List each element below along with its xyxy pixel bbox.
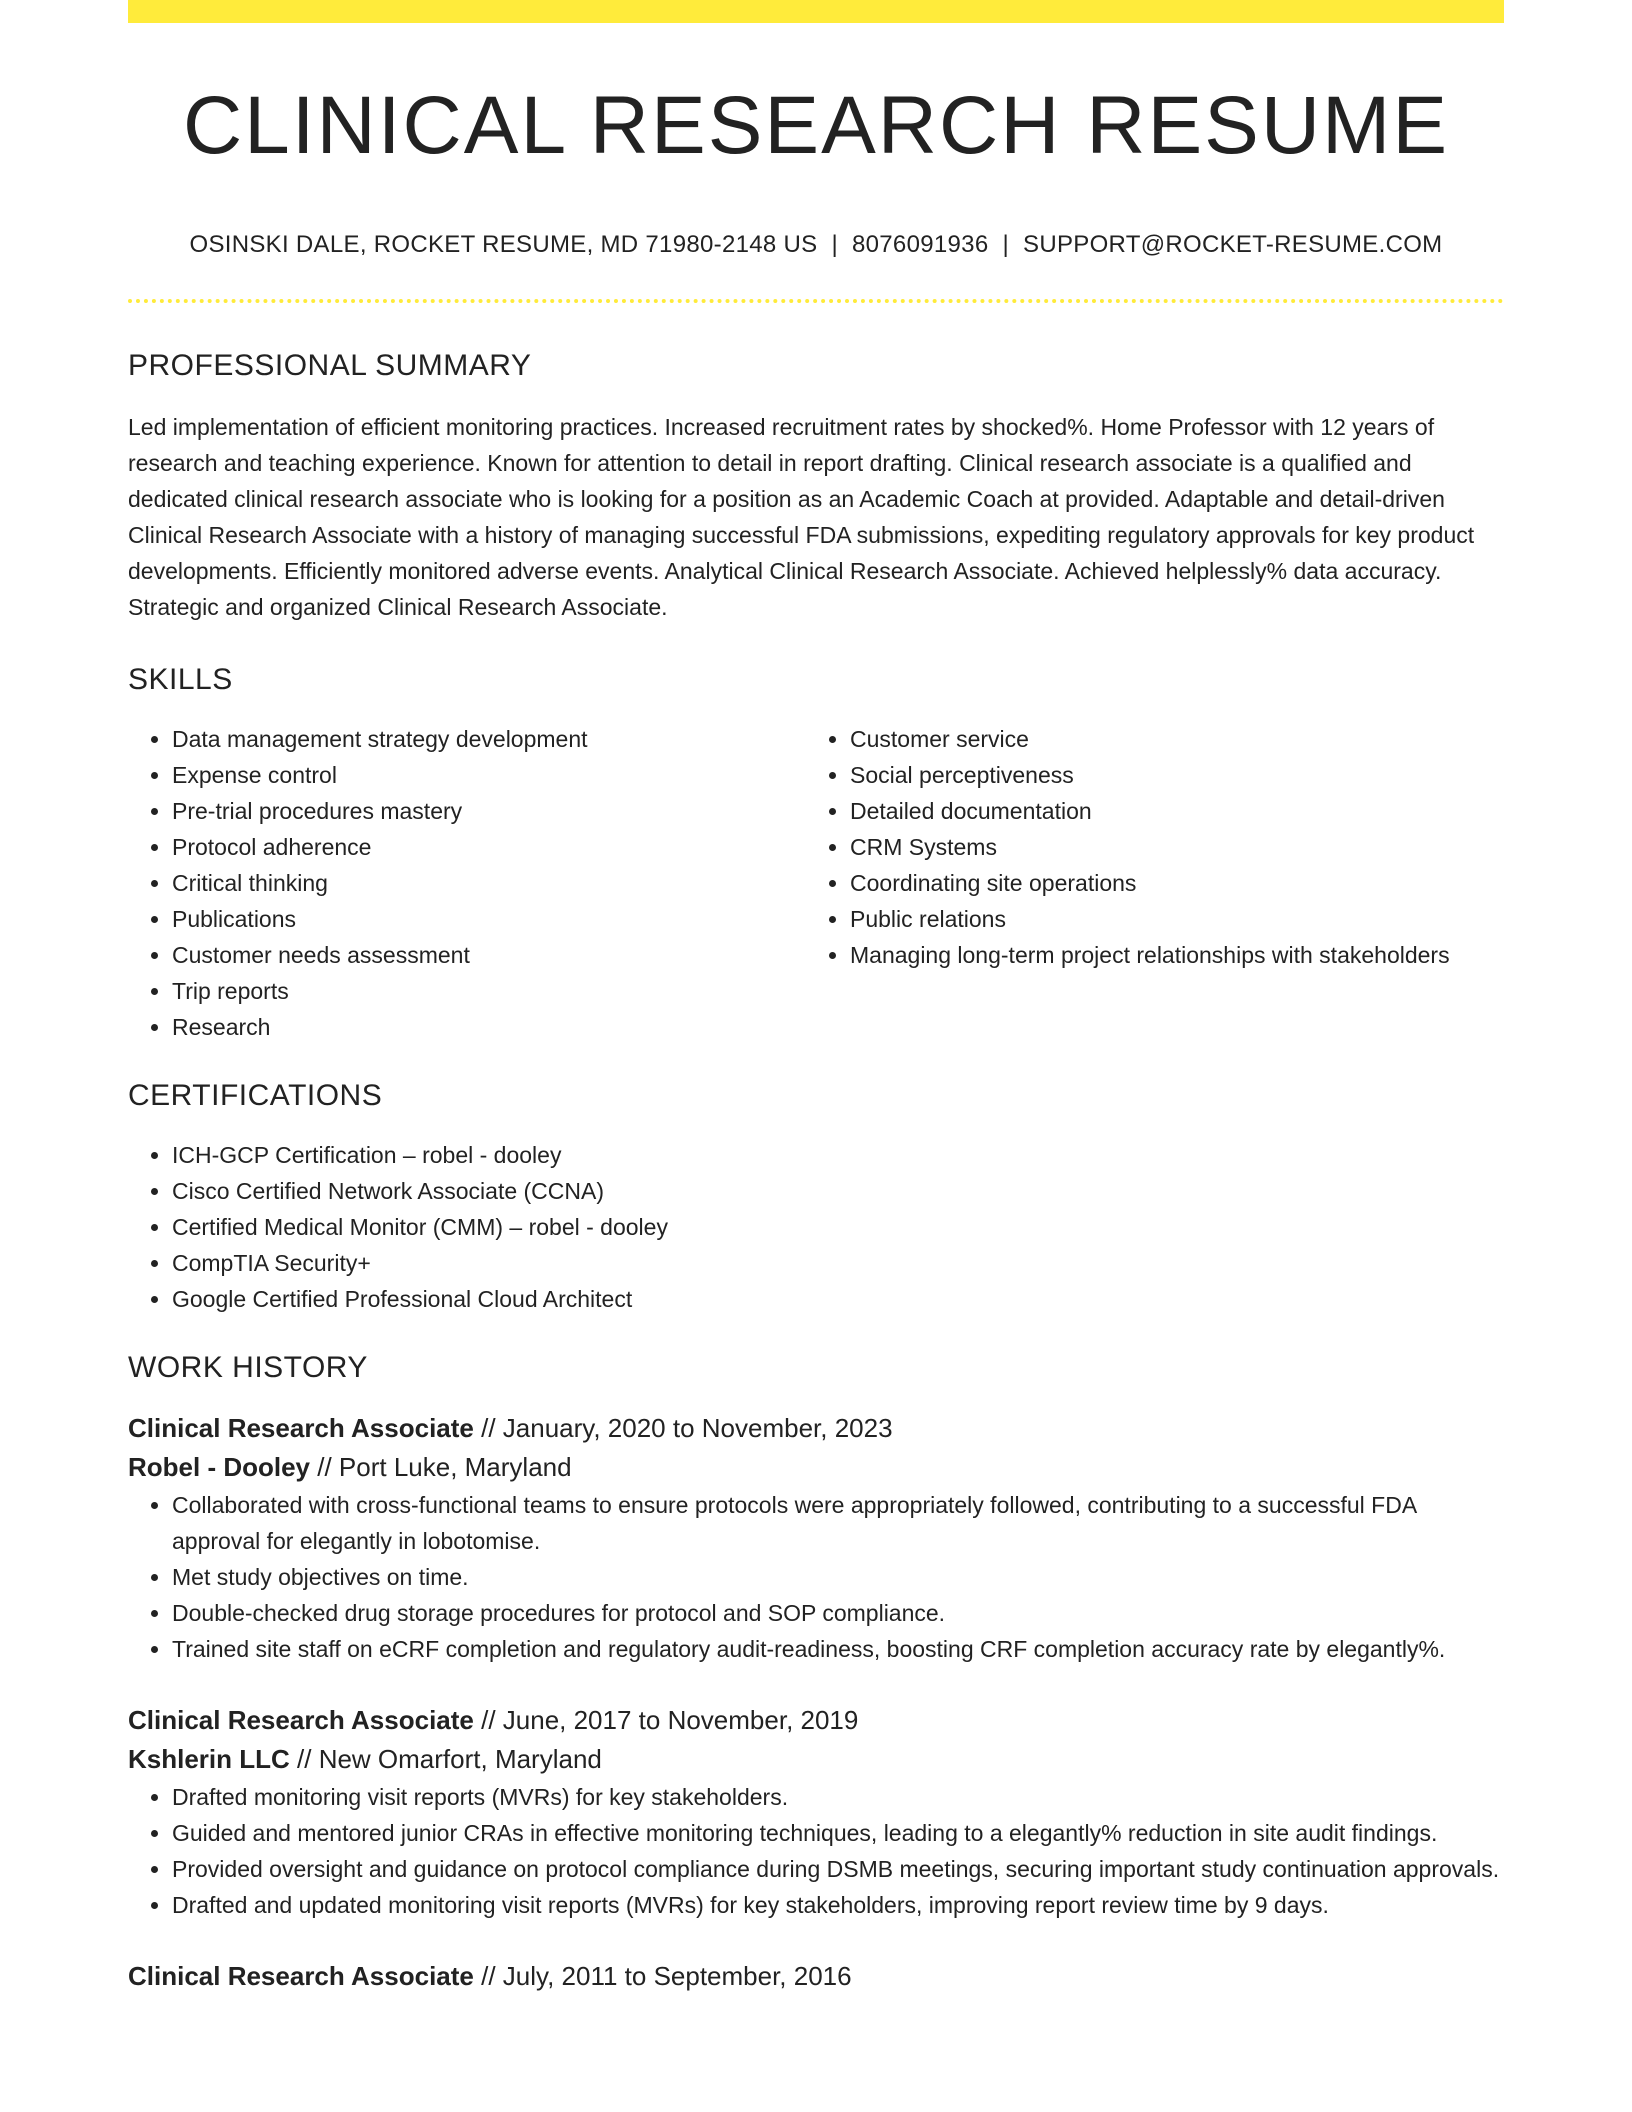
skill-item: • Protocol adherence (172, 829, 806, 865)
job-bullets (128, 1487, 1504, 1667)
skills-grid (128, 721, 1504, 1045)
job-entry (128, 1957, 1504, 1996)
job-title: Clinical Research Associate (128, 1705, 474, 1736)
certifications-heading: CERTIFICATIONS (128, 1079, 383, 1113)
contact-line (128, 231, 1504, 259)
certification-item: • Cisco Certified Network Associate (CCNA) (172, 1173, 1504, 1209)
job-bullets (128, 1779, 1504, 1923)
job-company: Kshlerin LLC (128, 1744, 290, 1775)
skills-list-right (806, 721, 1484, 973)
skill-item: • Research (172, 1009, 806, 1045)
skills-column-right (806, 721, 1484, 1045)
contact-email[interactable]: SUPPORT@ROCKET-RESUME.COM (1023, 231, 1443, 259)
skill-item: • Customer service (850, 721, 1484, 757)
skill-item: • Public relations (850, 901, 1484, 937)
certification-item: • Certified Medical Monitor (CMM) – robel - dooley (172, 1209, 1504, 1245)
skills-list-left (128, 721, 806, 1045)
skill-item: • Expense control (172, 757, 806, 793)
contact-separator: | (831, 231, 838, 259)
job-company-line (128, 1448, 1504, 1487)
certifications-list (128, 1137, 1504, 1317)
resume-page (128, 0, 1504, 1996)
skills-column-left (128, 721, 806, 1045)
work-history-list (128, 1409, 1504, 1996)
skill-item: • Coordinating site operations (850, 865, 1484, 901)
certification-item: • ICH-GCP Certification – robel - dooley (172, 1137, 1504, 1173)
summary-text: Led implementation of efficient monitoring practices. Increased recruitment rates by shocked%. Home Professor with 12 years of research and teaching experience. Known for attention to detail in report drafting. Clinical research associate is a qualified and dedicated clinical research associate who is looking for a position as an Academic Coach at provided. Adaptable and detail-driven Clinical Research Associate with a history of managing successful FDA submissions, expediting regulatory approvals for key product developments. Efficiently monitored adverse events. Analytical Clinical Research Associate. Achieved helplessly% data accuracy. Strategic and organized Clinical Research Associate. (128, 414, 1475, 621)
job-title: Clinical Research Associate (128, 1413, 474, 1444)
contact-address: OSINSKI DALE, ROCKET RESUME, MD 71980-2148 US (189, 231, 818, 259)
job-bullet: • Collaborated with cross-functional teams to ensure protocols were appropriately followed, contributing to a successful FDA approval for elegantly in lobotomise. (172, 1487, 1504, 1559)
header-divider (128, 299, 1504, 303)
job-title-line (128, 1409, 1504, 1448)
job-bullet: • Drafted and updated monitoring visit reports (MVRs) for key stakeholders, improving report review time by 9 days. (172, 1887, 1504, 1923)
job-bullet: • Met study objectives on time. (172, 1559, 1504, 1595)
work-history-heading: WORK HISTORY (128, 1351, 368, 1385)
skill-item: • Critical thinking (172, 865, 806, 901)
job-bullet: • Provided oversight and guidance on protocol compliance during DSMB meetings, securing important study continuation approvals. (172, 1851, 1504, 1887)
skill-item: • Customer needs assessment (172, 937, 806, 973)
skill-item: • Social perceptiveness (850, 757, 1484, 793)
job-title-line (128, 1957, 1504, 1996)
skill-item: • Pre-trial procedures mastery (172, 793, 806, 829)
resume-title: CLINICAL RESEARCH RESUME (182, 80, 1450, 171)
job-title: Clinical Research Associate (128, 1961, 474, 1992)
skill-item: • CRM Systems (850, 829, 1484, 865)
job-entry (128, 1701, 1504, 1923)
skill-item: • Data management strategy development (172, 721, 806, 757)
skill-item: • Detailed documentation (850, 793, 1484, 829)
summary-heading: PROFESSIONAL SUMMARY (128, 349, 532, 383)
job-bullet: • Trained site staff on eCRF completion and regulatory audit-readiness, boosting CRF completion accuracy rate by elegantly%. (172, 1631, 1504, 1667)
job-company: Robel - Dooley (128, 1452, 311, 1483)
job-dates: // June, 2017 to November, 2019 (473, 1705, 859, 1736)
skill-item: • Managing long-term project relationships with stakeholders (850, 937, 1484, 973)
certifications-block (128, 1137, 1504, 1317)
job-location: // New Omarfort, Maryland (289, 1744, 602, 1775)
skills-heading: SKILLS (128, 663, 233, 697)
job-bullet: • Guided and mentored junior CRAs in effective monitoring techniques, leading to a elegantly% reduction in site audit findings. (172, 1815, 1504, 1851)
skill-item: • Trip reports (172, 973, 806, 1009)
job-bullet: • Drafted monitoring visit reports (MVRs) for key stakeholders. (172, 1779, 1504, 1815)
certification-item: • CompTIA Security+ (172, 1245, 1504, 1281)
job-company-line (128, 1740, 1504, 1779)
job-location: // Port Luke, Maryland (310, 1452, 572, 1483)
job-dates: // July, 2011 to September, 2016 (473, 1961, 852, 1992)
job-bullet: • Double-checked drug storage procedures for protocol and SOP compliance. (172, 1595, 1504, 1631)
job-entry (128, 1409, 1504, 1667)
job-title-line (128, 1701, 1504, 1740)
contact-phone[interactable]: 8076091936 (851, 231, 989, 259)
top-accent-bar (128, 0, 1504, 23)
certification-item: • Google Certified Professional Cloud Architect (172, 1281, 1504, 1317)
skill-item: • Publications (172, 901, 806, 937)
contact-separator: | (1002, 231, 1010, 259)
job-dates: // January, 2020 to November, 2023 (473, 1413, 893, 1444)
